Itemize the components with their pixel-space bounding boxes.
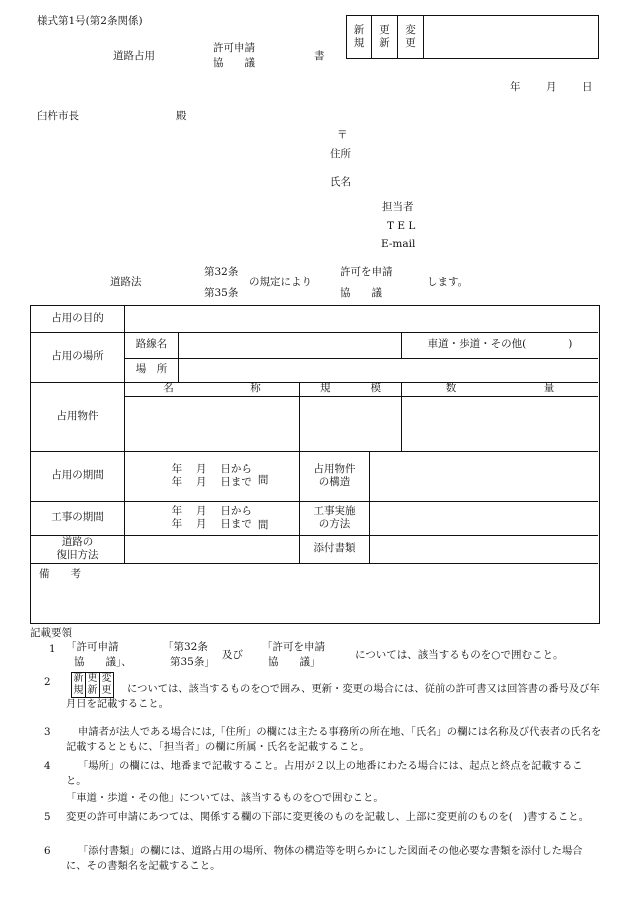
note-1-tail: については、該当するものを○で囲むこと。	[355, 649, 564, 661]
structure-field[interactable]	[370, 451, 598, 501]
name-label: 氏名	[330, 176, 351, 188]
statement-middle: の規定により	[249, 276, 312, 288]
period-label: 占用の期間	[51, 469, 104, 482]
note-3-number: 3	[44, 726, 51, 738]
place-label: 場 所	[135, 363, 168, 376]
title-prefix: 道路占用	[113, 50, 155, 62]
restoration-label: 道路の 復旧方法	[56, 535, 99, 561]
addressee-honorific: 殿	[176, 110, 187, 122]
note-5-text: 変更の許可申請にあつては、関係する欄の下部に変更後のものを記載し、上部に変更前のものを( )書すること。	[66, 811, 589, 823]
remarks-label: 備 考	[39, 568, 81, 580]
attachments-field[interactable]	[370, 535, 598, 563]
note-4-text2: 「車道・歩道・その他」については、該当するものを○で囲むこと。	[66, 792, 384, 804]
note-6-text: 「添付書類」の欄には、道路占用の場所、物体の構造等を明らかにした図面その他必要な書類を添付した場合に、その書類名を記載すること。	[66, 845, 583, 872]
statement-end: します。	[427, 276, 469, 288]
note-1-number: 1	[49, 643, 56, 655]
note-4-text: 「場所」の欄には、地番まで記載すること。占用が２以上の地番にわたる場合には、起点と終点を記載すること。	[66, 760, 583, 787]
title-option-permit: 許可申請	[213, 42, 255, 54]
note-2-stamp: 新 規更 新変 更	[71, 672, 113, 698]
application-table	[30, 305, 600, 624]
statement-action-consult: 協 議	[340, 287, 382, 299]
note-6-number: 6	[44, 845, 51, 857]
date-year: 年	[510, 81, 521, 93]
email-label: E-mail	[381, 238, 416, 250]
purpose-field[interactable]	[125, 306, 598, 332]
addressee-name: 臼杵市長	[37, 110, 79, 122]
note-1-and: 及び	[222, 649, 243, 661]
route-name-field[interactable]	[179, 332, 401, 358]
objects-label: 占用物件	[56, 409, 99, 422]
road-type-selector[interactable]: 車道・歩道・その他( )	[427, 338, 573, 351]
period-span: 間	[257, 473, 269, 486]
form-code: 様式第1号(第2条関係)	[37, 15, 143, 27]
note-1-q2a: 「第32条	[163, 641, 208, 653]
route-name-label: 路線名	[135, 338, 168, 351]
restoration-field[interactable]	[125, 535, 299, 563]
title-suffix: 書	[314, 50, 325, 62]
work-period-span: 間	[257, 518, 269, 531]
date-day: 日	[582, 81, 593, 93]
work-method-label: 工事実施 の方法	[313, 504, 356, 530]
note-2-text: については、該当するものを○で囲み、更新・変更の場合には、従前の許可書又は回答書の番号及び年月日を記載すること。	[66, 683, 600, 710]
contact-label: 担当者	[382, 201, 414, 213]
statement-law: 道路法	[110, 276, 142, 288]
col-quantity-header: 数 量	[445, 382, 555, 395]
statement-action-permit: 許可を申請	[340, 266, 393, 278]
object-scale-field[interactable]	[300, 397, 401, 451]
location-label: 占用の場所	[51, 350, 104, 363]
address-label: 住所	[330, 148, 351, 160]
attachments-label: 添付書類	[313, 542, 356, 555]
work-period-label: 工事の期間	[51, 511, 104, 524]
period-field[interactable]: 年 月 日から 年 月 日まで 間	[171, 462, 269, 488]
note-1-q1b: 協 議」、	[74, 656, 132, 668]
note-1-q3a: 「許可を申請	[262, 641, 325, 653]
note-2-number: 2	[44, 676, 51, 688]
col-name-header: 名 称	[163, 382, 261, 395]
object-quantity-field[interactable]	[402, 397, 598, 451]
note-4-number: 4	[44, 760, 51, 772]
work-period-field[interactable]: 年 月 日から 年 月 日まで 間	[171, 504, 269, 531]
remarks-field[interactable]	[31, 564, 598, 622]
note-1-q1a: 「許可申請	[66, 641, 119, 653]
note-3-text: 申請者が法人である場合には,「住所」の欄には主たる事務所の所在地、「氏名」の欄には名称及び代表者の氏名を記載するとともに、「担当者」の欄に所属・氏名を記載すること。	[66, 726, 602, 753]
status-change[interactable]: 変 更	[405, 23, 416, 49]
title-option-consult: 協 議	[213, 57, 255, 69]
purpose-label: 占用の目的	[51, 312, 104, 325]
col-scale-header: 規 模	[320, 382, 381, 395]
structure-label: 占用物件 の構造	[313, 462, 356, 488]
statement-article-35: 第35条	[204, 287, 239, 299]
postal-mark: 〒	[337, 129, 348, 141]
status-box-group	[346, 15, 599, 59]
date-month: 月	[546, 81, 557, 93]
status-renew[interactable]: 更 新	[379, 23, 390, 49]
object-name-field[interactable]	[125, 397, 299, 451]
note-1-q2b: 第35条」	[170, 656, 215, 668]
tel-label: T E L	[387, 220, 416, 232]
notes-heading: 記載要領	[30, 627, 72, 639]
status-new[interactable]: 新 規	[353, 23, 365, 49]
note-1-q3b: 協 議」	[268, 656, 321, 668]
place-field[interactable]	[179, 358, 598, 382]
note-5-number: 5	[44, 811, 51, 823]
work-method-field[interactable]	[370, 501, 598, 535]
statement-article-32: 第32条	[204, 266, 239, 278]
